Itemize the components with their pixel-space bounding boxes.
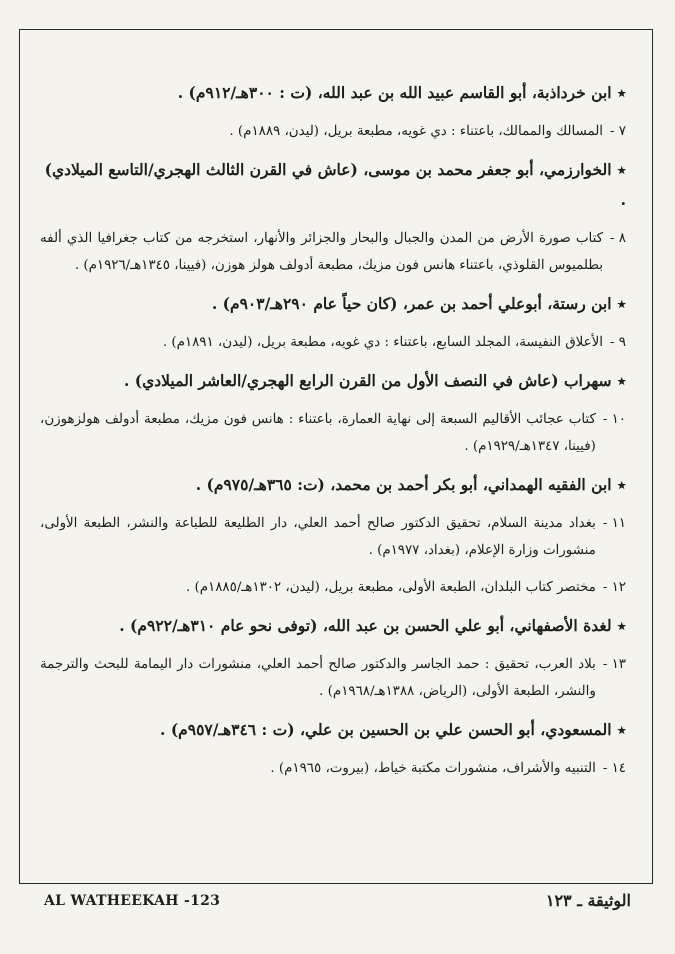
footer-arabic-title: الوثيقة ـ ١٢٣ xyxy=(545,891,631,910)
book-entry: ١٠ - كتاب عجائب الأقاليم السبعة إلى نهاية العمارة، باعتناء : هانس فون مزيك، مطبعة أدولف هولزهوزن، (فيينا، ١٣٤٧هـ/١٩٢٩م) . xyxy=(40,412,626,454)
author-heading: ٭المسعودي، أبو الحسن علي بن الحسين بن علي، (ت : ٣٤٦هـ/٩٥٧م) . xyxy=(160,720,626,739)
author-heading: ٭ابن الفقيه الهمداني، أبو بكر أحمد بن محمد، (ت: ٣٦٥هـ/٩٧٥م) . xyxy=(195,475,626,494)
author-heading: ٭سهراب (عاش في النصف الأول من القرن الرابع الهجري/العاشر الميلادي) . xyxy=(124,371,626,390)
book-entry: ٧ - المسالك والممالك، باعتناء : دي غويه، مطبعة بريل، (ليدن، ١٨٨٩م) . xyxy=(229,124,626,139)
book-entry: ١١ - بغداد مدينة السلام، تحقيق الدكتور صالح أحمد العلي، دار الطليعة للطباعة والنشر، الطبعة الأولى، منشورات وزارة الإعلام، (بغداد، ١٩٧٧م) . xyxy=(40,516,626,558)
book-entry: ٩ - الأعلاق النفيسة، المجلد السابع، باعتناء : دي غويه، مطبعة بريل، (ليدن، ١٨٩١م) . xyxy=(162,335,626,350)
bullet-star-icon: ٭ xyxy=(617,616,626,635)
author-heading: ٭لغدة الأصفهاني، أبو علي الحسن بن عبد الله، (توفى نحو عام ٣١٠هـ/٩٢٢م) . xyxy=(119,616,626,635)
bullet-star-icon: ٭ xyxy=(617,371,626,390)
author-heading: ٭ابن خرداذبة، أبو القاسم عبيد الله بن عبد الله، (ت : ٣٠٠هـ/٩١٢م) . xyxy=(177,83,626,102)
author-heading: ٭ابن رستة، أبوعلي أحمد بن عمر، (كان حياً عام ٢٩٠هـ/٩٠٣م) . xyxy=(211,294,626,313)
bullet-star-icon: ٭ xyxy=(617,160,626,179)
book-entry: ١٣ - بلاد العرب، تحقيق : حمد الجاسر والدكتور صالح أحمد العلي، منشورات دار اليمامة للبحث والترجمة والنشر، الطبعة الأولى، (الرياض، ١٣٨٨هـ/١٩٦٨م) . xyxy=(40,657,626,699)
book-entry: ١٢ - مختصر كتاب البلدان، الطبعة الأولى، مطبعة بريل، (ليدن، ١٣٠٢هـ/١٨٨٥م) . xyxy=(186,580,626,595)
bibliography-list xyxy=(40,78,626,792)
bullet-star-icon: ٭ xyxy=(617,720,626,739)
book-entry: ١٤ - التنبيه والأشراف، منشورات مكتبة خياط، (بيروت، ١٩٦٥م) . xyxy=(270,761,626,776)
bullet-star-icon: ٭ xyxy=(617,475,626,494)
book-entry: ٨ - كتاب صورة الأرض من المدن والجبال والبحار والجزائر والأنهار، استخرجه من كتاب جغرافيا الذي ألفه بطلميوس القلوذي، باعتناء هانس فون مزيك، مطبعة أدولف هولز هوزن، (فيينا، ١٣٤٥هـ/١٩٢٦م) . xyxy=(40,231,626,273)
footer-english-title: AL WATHEEKAH -123 xyxy=(44,893,221,909)
bullet-star-icon: ٭ xyxy=(617,294,626,313)
author-heading: ٭الخوارزمي، أبو جعفر محمد بن موسى، (عاش في القرن الثالث الهجري/التاسع الميلادي) . xyxy=(44,160,626,209)
bullet-star-icon: ٭ xyxy=(617,83,626,102)
page-footer xyxy=(44,893,631,917)
